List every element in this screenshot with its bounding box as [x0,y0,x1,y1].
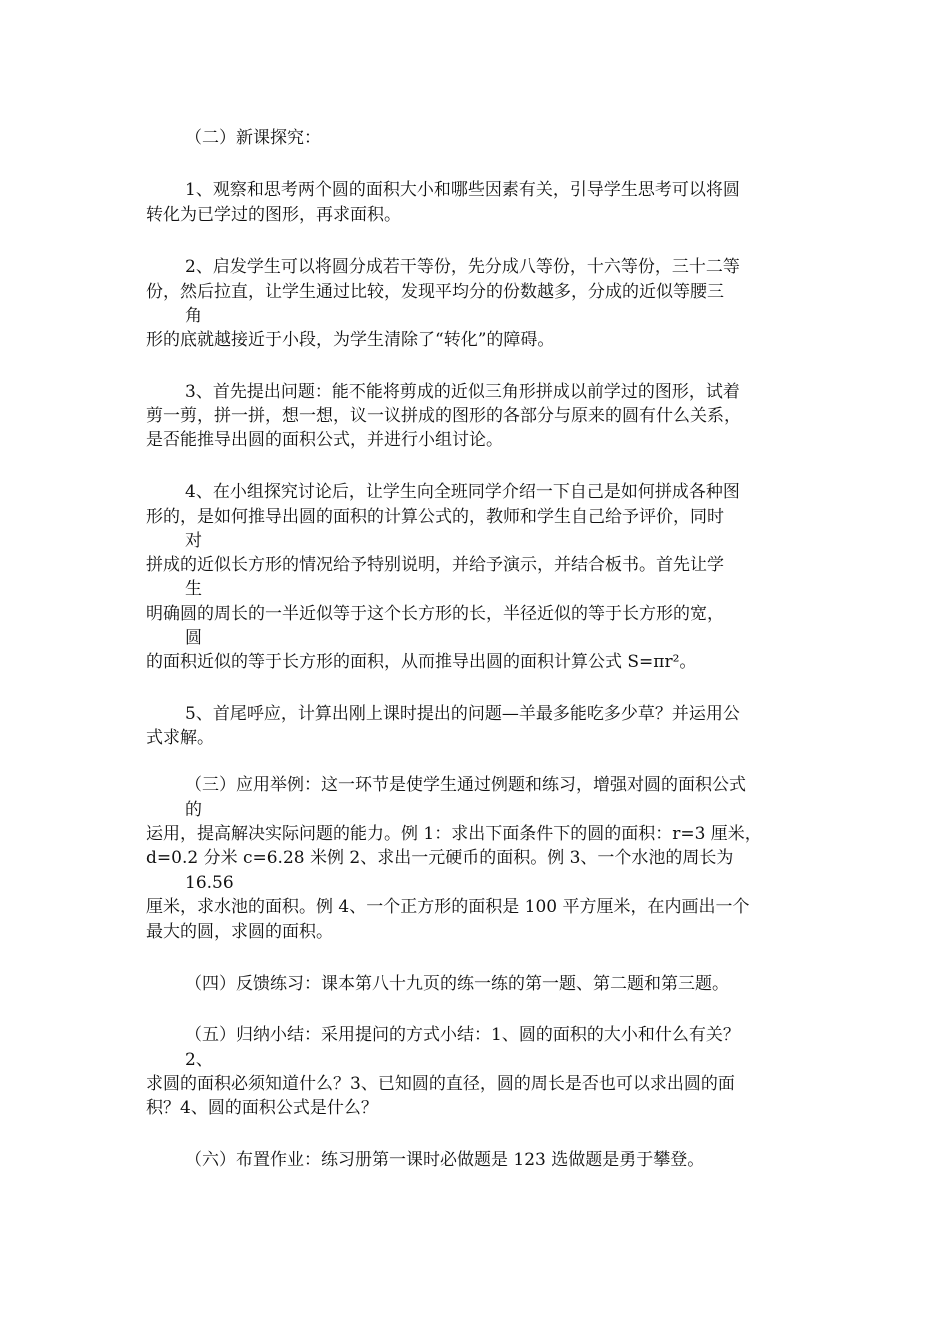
text-line: 求圆的面积必须知道什么？3、已知圆的直径，圆的周长是否也可以求出圆的面 [146,1074,735,1094]
text-line: 1、观察和思考两个圆的面积大小和哪些因素有关，引导学生思考可以将圆 [185,180,740,200]
text-line: 厘米，求水池的面积。例 4、一个正方形的面积是 100 平方厘米，在内画出一个 [146,897,750,917]
text-line: 生 [185,579,202,599]
text-line: 的 [185,800,202,820]
text-line: 拼成的近似长方形的情况给予特别说明，并给予演示，并结合板书。首先让学 [146,555,724,575]
text-line: d=0.2 分米 c=6.28 米例 2、求出一元硬币的面积。例 3、一个水池的周长为 [146,848,734,868]
text-line: 16.56 [185,873,234,893]
text-line: 5、首尾呼应，计算出刚上课时提出的问题—羊最多能吃多少草？并运用公 [185,704,740,724]
text-line: 对 [185,531,202,551]
text-line: 角 [185,306,202,326]
text-line: 3、首先提出问题：能不能将剪成的近似三角形拼成以前学过的图形，试着 [185,382,740,402]
text-line: 积？4、圆的面积公式是什么？ [146,1098,378,1118]
text-line: 式求解。 [146,728,214,748]
text-line: 4、在小组探究讨论后，让学生向全班同学介绍一下自己是如何拼成各种图 [185,482,740,502]
text-line: 是否能推导出圆的面积公式，并进行小组讨论。 [146,430,503,450]
section-heading: （三）应用举例：这一环节是使学生通过例题和练习，增强对圆的面积公式 [185,775,746,795]
text-line: 2、 [185,1050,213,1070]
text-line: 份，然后拉直，让学生通过比较，发现平均分的份数越多，分成的近似等腰三 [146,282,724,302]
text-line: 形的底就越接近于小段，为学生清除了“转化”的障碍。 [146,330,555,350]
text-line: 剪一剪，拼一拼，想一想，议一议拼成的图形的各部分与原来的圆有什么关系， [146,406,741,426]
section-heading: （二）新课探究： [185,128,321,148]
text-line: 最大的圆，求圆的面积。 [146,922,333,942]
text-line: 的面积近似的等于长方形的面积，从而推导出圆的面积计算公式 S=πr²。 [146,652,697,672]
text-line: 运用，提高解决实际问题的能力。例 1：求出下面条件下的圆的面积：r=3 厘米， [146,824,762,844]
section-heading: （五）归纳小结：采用提问的方式小结：1、圆的面积的大小和什么有关？ [185,1025,740,1045]
section-heading: （四）反馈练习：课本第八十九页的练一练的第一题、第二题和第三题。 [185,974,729,994]
text-line: 圆 [185,628,202,648]
text-line: 转化为已学过的图形，再求面积。 [146,205,401,225]
section-heading: （六）布置作业：练习册第一课时必做题是 123 选做题是勇于攀登。 [185,1150,705,1170]
text-line: 明确圆的周长的一半近似等于这个长方形的长，半径近似的等于长方形的宽， [146,604,724,624]
text-line: 形的，是如何推导出圆的面积的计算公式的，教师和学生自己给予评价，同时 [146,507,724,527]
text-line: 2、启发学生可以将圆分成若干等份，先分成八等份，十六等份，三十二等 [185,257,740,277]
